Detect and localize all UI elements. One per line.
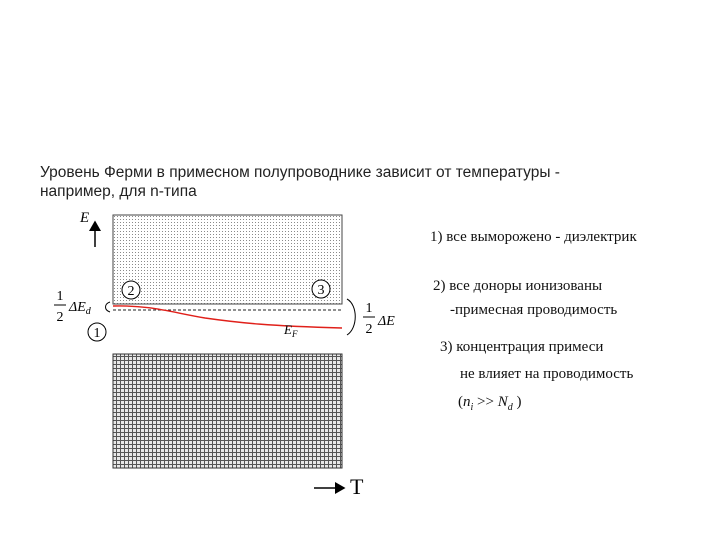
fermi-symbol: E (284, 322, 292, 337)
note-3c-close: ) (512, 394, 522, 410)
fermi-label (283, 322, 298, 339)
delta-ed-subscript: d (85, 306, 91, 317)
half-left-numerator: 1 (56, 289, 64, 304)
half-right-denominator: 2 (365, 322, 373, 337)
note-3c-op: >> (473, 394, 498, 410)
note-2b: -примесная проводимость (450, 302, 618, 318)
note-3: 3) концентрация примеси (440, 339, 604, 355)
fermi-subscript: F (291, 329, 298, 339)
energy-axis-label: E (80, 210, 90, 226)
left-brace (106, 302, 111, 312)
marker-2: 2 (127, 284, 135, 299)
delta-ed-symbol: ΔE (69, 300, 86, 315)
note-3b: не влияет на проводимость (460, 366, 634, 382)
delta-e-label: ΔE (378, 314, 395, 329)
half-left-denominator: 2 (56, 310, 64, 325)
valence-band (113, 354, 342, 468)
note-3c-n-sub: i (470, 402, 474, 413)
right-brace (347, 299, 355, 335)
conduction-band (113, 215, 342, 304)
temperature-axis-label: T (350, 474, 364, 499)
fermi-level-curve (113, 306, 342, 328)
half-right-numerator: 1 (365, 301, 373, 316)
marker-1: 1 (93, 326, 101, 341)
note-3c-N-sub: d (507, 402, 513, 413)
note-1: 1) все выморожено - диэлектрик (430, 229, 637, 245)
marker-3: 3 (317, 283, 325, 298)
note-3c-N: N (497, 394, 508, 410)
note-3c (458, 394, 521, 413)
note-3c-n: n (463, 394, 471, 410)
intro-line-1: Уровень Ферми в примесном полупроводнике зависит от температуры - (40, 164, 560, 181)
delta-ed-label (68, 300, 92, 317)
note-2: 2) все доноры ионизованы (433, 278, 603, 294)
intro-line-2: например, для n-типа (40, 183, 197, 200)
note-3c-open: ( (458, 394, 463, 410)
